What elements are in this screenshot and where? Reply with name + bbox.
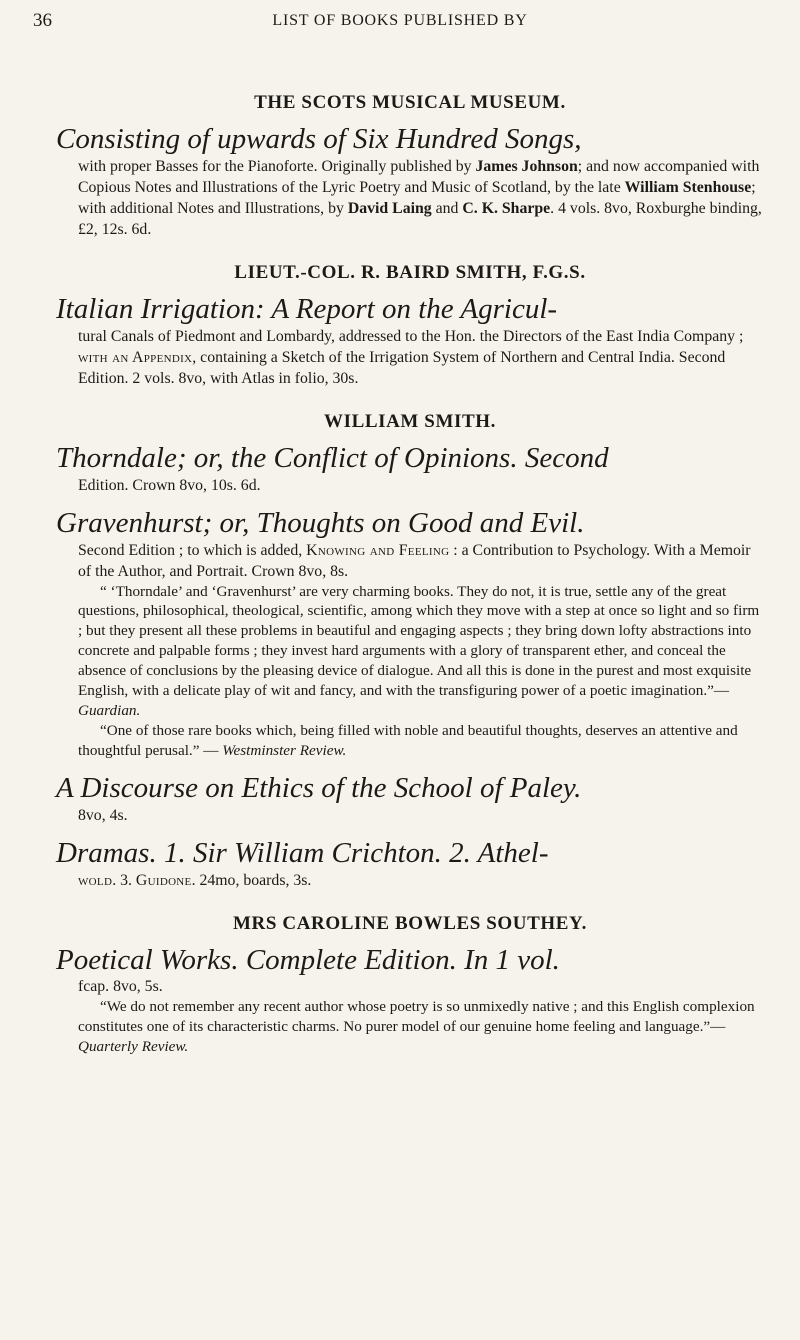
book-entry bbox=[56, 773, 764, 826]
text-run: wold bbox=[78, 871, 113, 889]
author-section bbox=[56, 262, 764, 389]
text-run: Edition. Crown 8vo, 10s. 6d. bbox=[78, 476, 261, 494]
book-title: Italian Irrigation: A Report on the Agricul- bbox=[56, 292, 558, 325]
text-run: David Laing bbox=[347, 199, 432, 217]
book-entry bbox=[56, 124, 764, 240]
catalogue-body bbox=[56, 92, 764, 1069]
book-entry bbox=[56, 508, 764, 761]
book-description bbox=[78, 870, 764, 891]
text-run: William Stenhouse bbox=[624, 178, 752, 196]
text-run: . 24mo, boards, 3s. bbox=[191, 871, 312, 889]
page-number: 36 bbox=[33, 10, 52, 31]
author-heading: THE SCOTS MUSICAL MUSEUM. bbox=[254, 92, 566, 113]
author-heading: WILLIAM SMITH. bbox=[323, 410, 497, 432]
text-run: tural Canals of Piedmont and Lombardy, addressed to the Hon. the Directors of the East India Company ; bbox=[78, 327, 744, 345]
text-run: ; with additional Notes and Illustrations, by bbox=[78, 178, 756, 217]
book-description bbox=[78, 976, 764, 997]
text-run: Second Edition ; to which is added, bbox=[78, 541, 307, 559]
text-run: . 3. bbox=[112, 871, 136, 889]
book-title: Poetical Works. Complete Edition. In 1 vol. bbox=[56, 943, 560, 976]
text-run: “ ‘Thorndale’ and ‘Gravenhurst’ are very charming books. They do not, it is true, settle any of the great questions, philosophical, theological, scientific, among which they move with a step at once so light and so firm ; but they present all these problems in beautiful and engaging aspects ; they bring down lofty abstractions into concrete and palpable forms ; they invest hard arguments with a glory of transparent ether, and conceal the absence of conclusions by the pleasing device of dialogue. And all this is done in the purest and most exquisite English, with a delicate play of wit and fancy, and with the transfiguring power of a poetic imagination.”— bbox=[78, 582, 760, 700]
text-run: Guidone bbox=[135, 871, 192, 889]
book-description bbox=[78, 156, 764, 240]
book-title: Consisting of upwards of Six Hundred Songs, bbox=[56, 123, 582, 155]
text-run: 8vo, 4s. bbox=[78, 806, 128, 824]
text-run: Westminster Review. bbox=[222, 741, 347, 759]
book-entry bbox=[56, 945, 764, 1058]
review-quote bbox=[78, 721, 764, 761]
book-description bbox=[78, 326, 764, 389]
author-heading: LIEUT.-COL. R. BAIRD SMITH, F.G.S. bbox=[234, 261, 586, 283]
text-run: : a Contribution to Psychology. With a Memoir of the Author, and Portrait. Crown 8vo, 8s. bbox=[78, 541, 751, 580]
text-run: with proper Basses for the Pianoforte. Originally published by bbox=[78, 157, 476, 175]
text-run: with an Appendix bbox=[78, 348, 193, 366]
text-run: , containing a Sketch of the Irrigation System of Northern and Central India. Second Edition. 2 vols. 8vo, with Atlas in folio, 30s. bbox=[78, 348, 726, 387]
book-description bbox=[78, 805, 764, 826]
page-header bbox=[30, 10, 770, 36]
book-entry bbox=[56, 838, 764, 891]
review-quote bbox=[78, 997, 764, 1057]
text-run: “We do not remember any recent author whose poetry is so unmixedly native ; and this English complexion constitutes one of its characteristic charms. No purer model of our genuine home feeling and language.”— bbox=[78, 998, 755, 1036]
book-title: Dramas. 1. Sir William Crichton. 2. Athel- bbox=[56, 836, 549, 869]
author-section bbox=[56, 411, 764, 891]
book-description bbox=[78, 540, 764, 582]
book-title: Thorndale; or, the Conflict of Opinions. Second bbox=[56, 441, 609, 474]
book-entry bbox=[56, 294, 764, 389]
text-run: . 4 vols. 8vo, Roxburghe binding, £2, 12s. 6d. bbox=[78, 199, 762, 238]
text-run: Guardian. bbox=[78, 702, 141, 719]
book-description bbox=[78, 475, 764, 496]
review-quote bbox=[78, 582, 764, 721]
text-run: “One of those rare books which, being filled with noble and beautiful thoughts, deserves an attentive and thoughtful perusal.” — bbox=[78, 721, 738, 759]
text-run: fcap. 8vo, 5s. bbox=[78, 978, 163, 996]
book-entry bbox=[56, 443, 764, 496]
author-heading: MRS CAROLINE BOWLES SOUTHEY. bbox=[233, 912, 587, 934]
book-title: Gravenhurst; or, Thoughts on Good and Evil. bbox=[56, 506, 585, 539]
text-run: C. K. Sharpe bbox=[462, 199, 551, 217]
author-section bbox=[56, 913, 764, 1058]
author-section bbox=[56, 92, 764, 240]
text-run: James Johnson bbox=[475, 157, 578, 175]
text-run: ; and now accompanied with Copious Notes and Illustrations of the Lyric Poetry and Music of Scotland, by the late bbox=[78, 157, 760, 196]
running-head: LIST OF BOOKS PUBLISHED BY bbox=[272, 12, 528, 29]
book-title: A Discourse on Ethics of the School of Paley. bbox=[56, 771, 582, 804]
text-run: and bbox=[431, 199, 463, 217]
text-run: Knowing and Feeling bbox=[306, 541, 450, 559]
text-run: Quarterly Review. bbox=[78, 1038, 189, 1056]
